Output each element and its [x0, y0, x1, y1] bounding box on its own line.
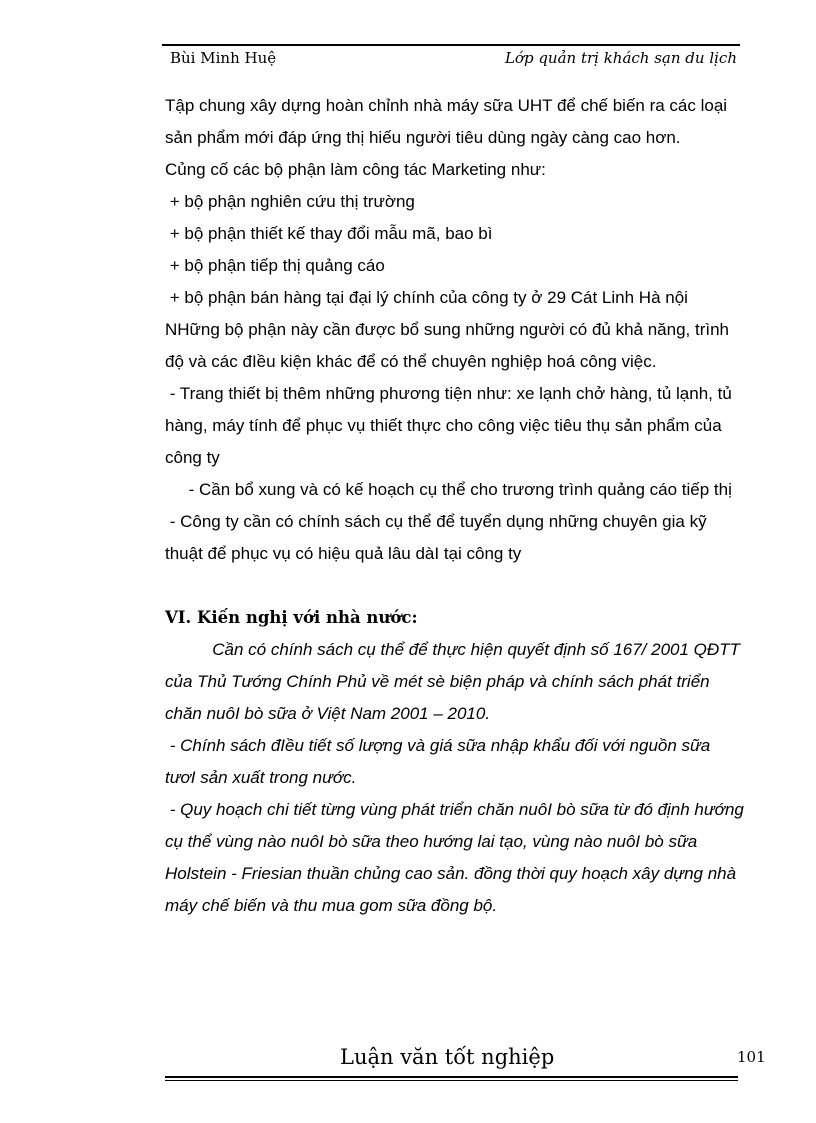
list-item-market-research: + bộ phận nghiên cứu thị trường: [165, 192, 415, 211]
body-text: [165, 90, 749, 922]
paragraph-import-regulation: - Chính sách đIều tiết số lượng và giá sữa nhập khẩu đối với nguồn sữa tươI sản xuất trong nước.: [165, 736, 715, 787]
header-rule: [162, 44, 740, 46]
paragraph-marketing-intro: Củng cố các bộ phận làm công tác Marketing như:: [165, 160, 546, 179]
paragraph-equipment: - Trang thiết bị thêm những phương tiện như: xe lạnh chở hàng, tủ lạnh, tủ hàng, máy tính để phục vụ thiết thực cho công việc tiêu thụ sản phẩm của công ty: [165, 384, 737, 467]
header-author: Bùi Minh Huệ: [170, 49, 277, 67]
paragraph-recruitment: - Công ty cần có chính sách cụ thể để tuyển dụng những chuyên gia kỹ thuật để phục vụ có hiệu quả lâu dàI tại công ty: [165, 512, 712, 563]
footer-rule-thin: [165, 1080, 738, 1081]
paragraph-policy: Cần có chính sách cụ thể để thực hiện quyết định số 167/ 2001 QĐTT của Thủ Tướng Chính Phủ về mét sè biện pháp và chính sách phát triển chăn nuôI bò sữa ở Việt Nam 2001 – 2010.: [165, 640, 745, 723]
footer-title: Luận văn tốt nghiệp: [340, 1045, 555, 1069]
header-class-name: Lớp quản trị khách sạn du lịch: [504, 49, 737, 67]
list-item-design: + bộ phận thiết kế thay đổi mẫu mã, bao bì: [165, 224, 493, 243]
paragraph-advertising-plan: - Cần bổ xung và có kế hoạch cụ thể cho trương trình quảng cáo tiếp thị: [165, 480, 732, 499]
page-number: 101: [737, 1048, 766, 1066]
footer-rule: [165, 1076, 738, 1078]
spacer: [165, 570, 745, 602]
paragraph-staffing: NHững bộ phận này cần được bổ sung những người có đủ khả năng, trình độ và các đIều kiện khác để có thể chuyên nghiệp hoá công việc.: [165, 320, 734, 371]
paragraph-uht-plant: Tập chung xây dựng hoàn chỉnh nhà máy sữa UHT để chế biến ra các loại sản phẩm mới đáp ứng thị hiếu người tiêu dùng ngày càng cao hơn.: [165, 96, 732, 147]
list-item-sales: + bộ phận bán hàng tại đại lý chính của công ty ở 29 Cát Linh Hà nội: [165, 288, 688, 307]
section-heading: VI. Kiến nghị với nhà nước:: [165, 608, 418, 627]
list-item-advertising: + bộ phận tiếp thị quảng cáo: [165, 256, 385, 275]
paragraph-zoning: - Quy hoạch chi tiết từng vùng phát triển chăn nuôI bò sữa từ đó định hướng cụ thể vùng nào nuôI bò sữa theo hướng lai tạo, vùng nào nuôI bò sữa Holstein - Friesian thuần chủng cao sản. đồng thời quy hoạch xây dựng nhà máy chế biến và thu mua gom sữa đồng bộ.: [165, 800, 749, 915]
